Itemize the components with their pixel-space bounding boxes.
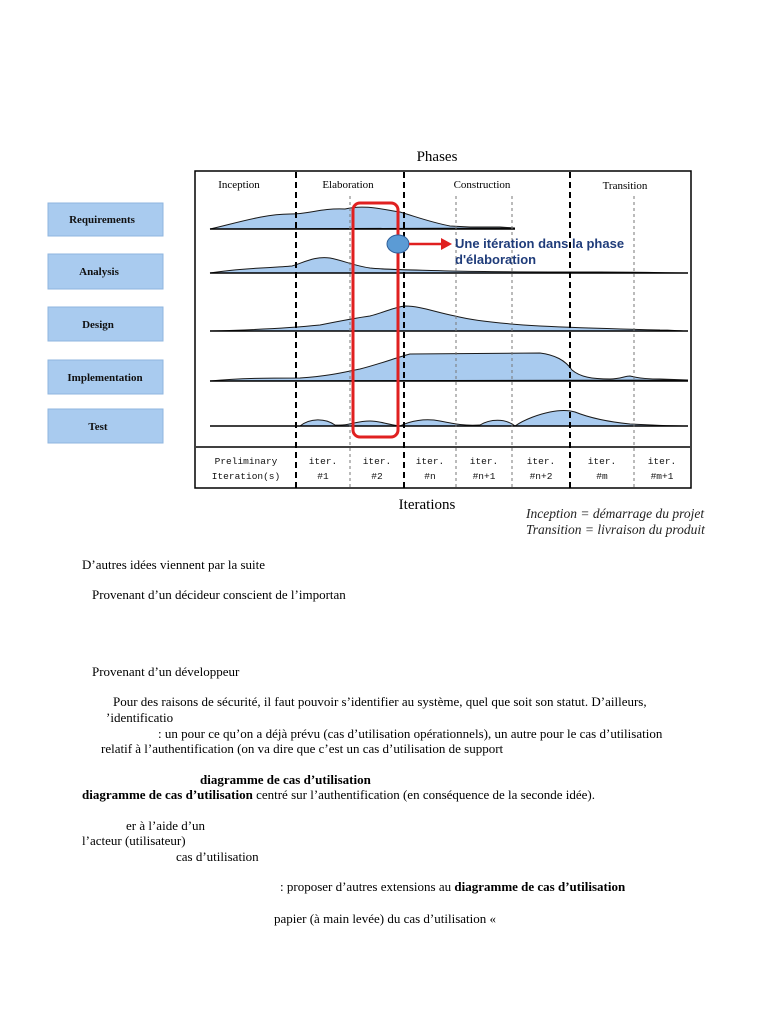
- iteration-label: #2: [371, 471, 383, 482]
- iteration-label: Preliminary: [214, 456, 278, 467]
- text-line-14: papier (à main levée) du cas d’utilisation «: [274, 911, 497, 926]
- row-separators: [196, 229, 690, 447]
- iteration-label: iter.: [526, 456, 556, 467]
- iteration-label: iter.: [415, 456, 445, 467]
- iteration-labels: [212, 456, 676, 482]
- text-line-10: er à l’aide d’un: [126, 818, 206, 833]
- text-line-12: cas d’utilisation: [176, 849, 259, 864]
- iteration-label: #n+1: [472, 471, 496, 482]
- implementation-hump: [210, 353, 688, 381]
- text-line-7: relatif à l’authentification (on va dire que c’est un cas d’utilisation de support: [101, 741, 504, 756]
- text-line-13: [280, 879, 625, 895]
- iteration-label: #n: [424, 471, 436, 482]
- iteration-label: iter.: [647, 456, 677, 467]
- iteration-label: #m+1: [650, 471, 674, 482]
- text-line-9: [82, 787, 595, 803]
- transition-note: Transition = livraison du produit: [526, 522, 705, 537]
- analysis-hump: [210, 258, 688, 273]
- discipline-label-requirements: Requirements: [69, 214, 135, 226]
- iteration-label: iter.: [587, 456, 617, 467]
- text-line-9-bold: diagramme de cas d’utilisation: [82, 787, 253, 802]
- text-line-8: diagramme de cas d’utilisation: [200, 772, 371, 787]
- text-line-1: D’autres idées viennent par la suite: [82, 557, 266, 572]
- text-line-13-rest: : proposer d’autres extensions au: [280, 879, 455, 894]
- callout-arrow-head: [441, 238, 452, 250]
- iteration-label: iter.: [469, 456, 499, 467]
- design-hump: [210, 306, 688, 331]
- callout-marker: [387, 235, 409, 253]
- phase-label-inception: Inception: [218, 179, 260, 191]
- figure-title: Phases: [416, 149, 458, 165]
- iteration-label: Iteration(s): [211, 471, 281, 482]
- iterations-axis-label: Iterations: [398, 497, 456, 513]
- phase-label-construction: Construction: [453, 179, 511, 191]
- text-line-6: : un pour ce qu’on a déjà prévu (cas d’utilisation opérationnels), un autre pour le cas d’utilisation: [158, 726, 663, 741]
- phase-label-transition: Transition: [602, 180, 648, 192]
- text-line-9-rest: centré sur l’authentification (en conséquence de la seconde idée).: [252, 787, 595, 802]
- callout-text-line2: d'élaboration: [455, 252, 537, 267]
- text-line-3: Provenant d’un développeur: [92, 664, 240, 679]
- requirements-hump: [210, 207, 515, 229]
- iteration-label: iter.: [308, 456, 338, 467]
- discipline-label-analysis: Analysis: [79, 266, 119, 278]
- discipline-label-test: Test: [88, 421, 108, 433]
- iteration-label: #1: [317, 471, 329, 482]
- text-line-13-bold: diagramme de cas d’utilisation: [454, 879, 626, 894]
- iteration-label: #n+2: [529, 471, 553, 482]
- test-hump: [210, 411, 688, 427]
- text-line-4: Pour des raisons de sécurité, il faut pouvoir s’identifier au système, quel que soit son statut. D’ailleurs,: [113, 694, 647, 709]
- text-line-5: ’identificatio: [106, 710, 174, 725]
- inception-note: Inception = démarrage du projet: [526, 506, 705, 521]
- discipline-label-implementation: Implementation: [67, 372, 143, 384]
- phase-label-elaboration: Elaboration: [322, 179, 374, 191]
- callout-text-line1: Une itération dans la phase: [455, 236, 625, 251]
- iteration-label: iter.: [362, 456, 392, 467]
- discipline-label-design: Design: [82, 319, 114, 331]
- text-line-2: Provenant d’un décideur conscient de l’importan: [92, 587, 346, 602]
- iteration-label: #m: [596, 471, 608, 482]
- text-line-11: l’acteur (utilisateur): [82, 833, 186, 848]
